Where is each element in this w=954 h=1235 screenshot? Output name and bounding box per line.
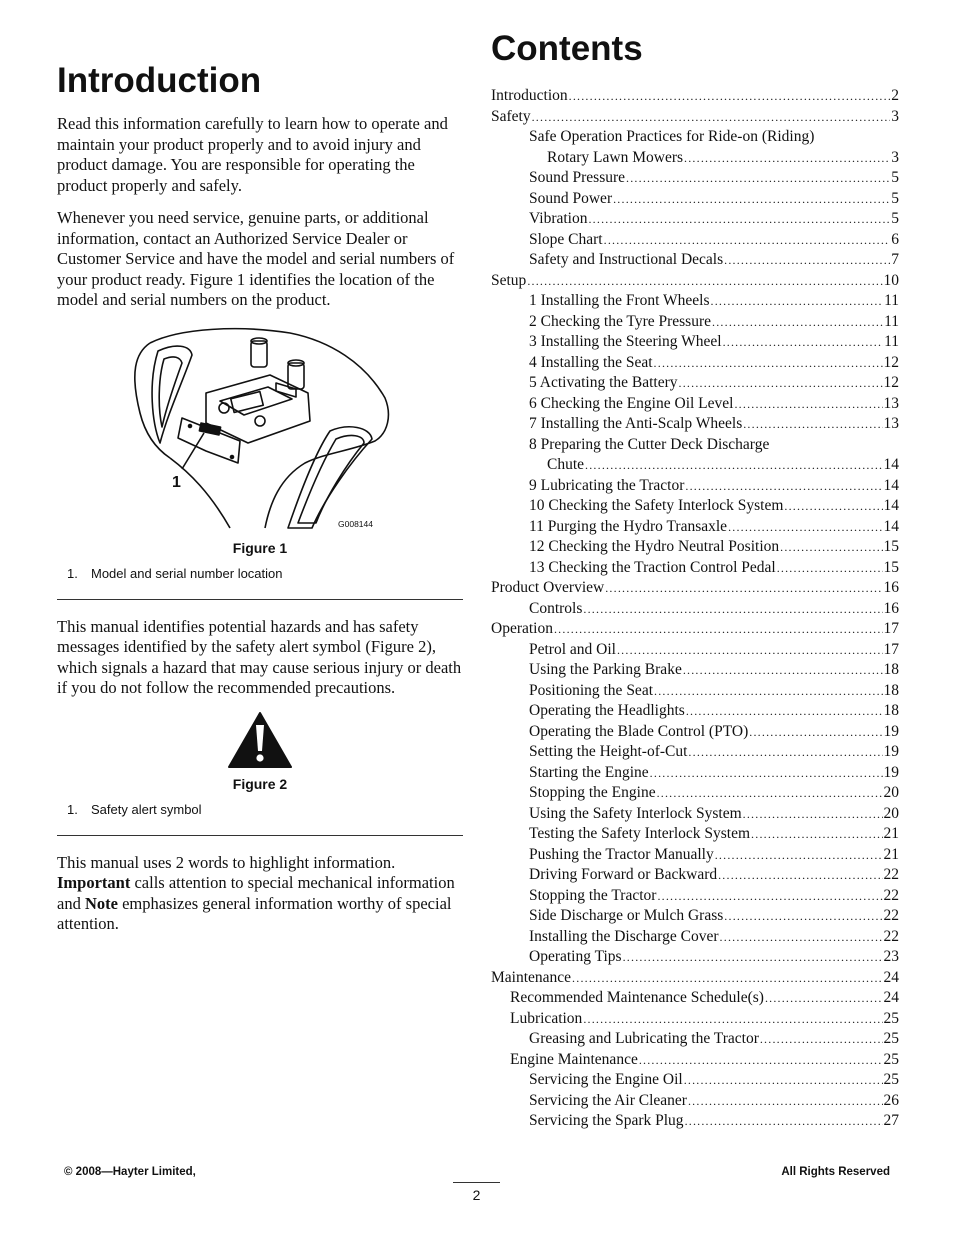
toc-block-3 [491,476,899,1132]
toc-entry-page: 5 [891,210,899,227]
introduction-title: Introduction [57,61,262,100]
toc-entry-title: Operating the Blade Control (PTO) [529,722,749,740]
toc-entry-title: 4 Installing the Seat [529,353,653,371]
figure-2-note-number: 1. [67,801,78,817]
page-number: 2 [453,1182,500,1203]
figure-1-note-number: 1. [67,565,78,581]
figure-2 [57,711,463,792]
toc-entry-title: Servicing the Engine Oil [529,1071,683,1088]
toc-leader [685,476,882,497]
toc-entry-preparing-cutter-deck[interactable] [491,435,899,476]
toc-leader [684,148,890,169]
toc-leader [720,927,883,948]
toc-entry[interactable] [491,332,899,353]
toc-entry-title: Positioning the Seat [529,681,653,699]
toc-entry[interactable] [491,1111,899,1132]
toc-entry-page: 15 [883,538,899,555]
toc-entry-title: Sound Power [529,189,613,207]
para4-text-c: emphasizes general information worthy of special attention. [57,893,452,933]
toc-leader [583,599,882,620]
toc-entry[interactable] [491,599,899,620]
toc-entry-page: 25 [883,1071,899,1088]
toc-leader [688,1091,883,1112]
toc-leader [650,763,883,784]
toc-entry[interactable] [491,414,899,435]
toc-leader [784,496,882,517]
toc-entry[interactable] [491,660,899,681]
toc-entry[interactable] [491,783,899,804]
toc-entry[interactable] [491,947,899,968]
toc-leader [605,578,882,599]
toc-entry[interactable] [491,1091,899,1112]
figure-1-note-text: Model and serial number location [91,565,283,581]
toc-leader [684,1070,883,1091]
toc-leader [723,332,884,353]
toc-leader [639,1050,883,1071]
toc-entry-page: 11 [884,312,899,330]
footer-rights: All Rights Reserved [781,1166,890,1178]
toc-entry-title: Maintenance [491,968,572,986]
toc-entry[interactable] [491,476,899,497]
toc-entry-title: Using the Safety Interlock System [529,804,742,822]
toc-entry-page: 20 [883,784,899,801]
toc-entry-title: Stopping the Engine [529,784,656,801]
toc-entry[interactable] [491,373,899,394]
toc-entry[interactable] [491,968,899,989]
toc-entry-title: 13 Checking the Traction Control Pedal [529,558,776,576]
toc-entry[interactable] [491,906,899,927]
toc-entry-page: 21 [883,845,899,863]
toc-entry[interactable] [491,619,899,640]
toc-entry[interactable] [491,824,899,845]
figure-2-note [67,802,463,817]
toc-entry-page: 14 [883,476,899,494]
toc-leader [532,107,891,128]
toc-entry-page: 18 [883,661,899,678]
toc-entry[interactable] [491,681,899,702]
divider-1 [57,599,463,600]
toc-entry-page: 21 [883,825,899,842]
toc-entry[interactable] [491,845,899,866]
toc-entry-page: 22 [883,886,899,904]
toc-leader [604,230,891,251]
toc-entry-page: 2 [891,87,899,104]
toc-entry-page: 22 [883,927,899,945]
toc-entry[interactable] [491,865,899,886]
toc-entry-page: 16 [883,579,899,596]
figure-1 [57,323,463,556]
toc-entry[interactable] [491,742,899,763]
toc-entry[interactable] [491,168,899,189]
toc-leader [780,537,882,558]
toc-entry-page: 23 [883,948,899,965]
toc-leader [572,968,882,989]
toc-entry[interactable] [491,86,899,107]
toc-entry-title: Recommended Maintenance Schedule(s) [510,989,764,1006]
toc-entry-title: Vibration [529,210,588,227]
toc-entry-page: 18 [883,702,899,719]
para4-text-b: calls attention to special mechanical information and [57,873,455,913]
toc-leader [718,865,882,886]
toc-entry-page: 10 [883,271,899,289]
toc-entry[interactable] [491,271,899,292]
toc-leader [683,660,883,681]
toc-entry-title: 9 Lubricating the Tractor [529,476,685,494]
toc-entry-title: Servicing the Air Cleaner [529,1091,687,1109]
toc-entry-page: 5 [891,169,899,186]
toc-entry-page: 22 [883,907,899,924]
toc-entry-title: 12 Checking the Hydro Neutral Position [529,538,780,555]
toc-entry-page: 17 [883,620,899,637]
toc-leader [724,250,890,271]
toc-leader [657,783,883,804]
toc-entry-page: 19 [883,743,899,760]
toc-leader [712,312,883,333]
toc-entry-page: 6 [891,230,899,248]
toc-entry[interactable] [491,701,899,722]
contents-section [491,28,899,1132]
toc-entry-title: 11 Purging the Hydro Transaxle [529,517,728,535]
toc-entry-page: 14 [883,456,899,473]
toc-entry-title: 10 Checking the Safety Interlock System [529,497,784,514]
toc-leader [588,209,890,230]
toc-entry[interactable] [491,886,899,907]
toc-entry[interactable] [491,394,899,415]
intro-paragraph-1: Read this information carefully to learn how to operate and maintain your product properly and to avoid injury and product damage. You are responsible for operating the product properly and safely. [57,114,448,195]
figure-1-note [67,566,463,581]
intro-paragraph-4 [57,853,463,935]
toc-leader [626,168,890,189]
toc-entry-title: 2 Checking the Tyre Pressure [529,312,712,330]
toc-entry-title: Controls [529,599,583,617]
toc-entry-page: 26 [883,1091,899,1109]
toc-leader [686,701,883,722]
toc-entry-page: 14 [883,517,899,535]
toc-leader [654,353,883,374]
figure-1-code: G008144 [338,518,373,529]
toc-entry-title: 6 Checking the Engine Oil Level [529,394,734,412]
para4-text-a: This manual uses 2 words to highlight information. [57,852,396,872]
toc-leader [585,455,882,476]
toc-entry-title: Setting the Height-of-Cut [529,743,688,760]
toc-entry-title: Petrol and Oil [529,640,616,658]
toc-leader [711,291,884,312]
toc-entry-title-line2 [529,455,899,476]
toc-entry-title: Rotary Lawn Mowers [547,148,684,166]
toc-entry[interactable] [491,107,899,128]
figure-2-caption: Figure 2 [232,775,288,792]
toc-entry-title: Operating Tips [529,948,622,965]
toc-entry-title: Pushing the Tractor Manually [529,845,714,863]
toc-leader [569,86,891,107]
toc-leader [685,1111,883,1132]
toc-entry[interactable] [491,517,899,538]
toc-leader [760,1029,883,1050]
toc-entry-page: 3 [891,148,899,166]
toc-entry-title: Slope Chart [529,230,603,248]
toc-entry-title: Driving Forward or Backward [529,866,718,883]
toc-entry-title: 5 Activating the Battery [529,374,678,391]
figure-1-caption: Figure 1 [232,539,288,556]
toc-entry-title: Operation [491,620,553,637]
toc-entry-page: 13 [883,394,899,412]
toc-entry-page: 11 [884,292,899,309]
toc-leader [777,558,883,579]
toc-entry-title: Engine Maintenance [510,1050,638,1068]
intro-paragraph-2: Whenever you need service, genuine parts, or additional information, contact an Authorized Service Dealer or Customer Service and have the model and serial numbers of your product ready. Figure 1 identifies the location of the model and serial numbers on the product. [57,208,455,309]
toc-entry-page: 16 [883,599,899,617]
toc-entry-title: Safety and Instructional Decals [529,251,724,268]
toc-leader [743,414,882,435]
important-keyword: Important [57,873,131,892]
footer-copyright: © 2008—Hayter Limited, [64,1166,196,1178]
toc-entry-page: 12 [883,353,899,371]
toc-block-2 [491,168,899,435]
divider-2 [57,835,463,836]
toc-entry-page: 14 [883,497,899,514]
toc-entry-title: Product Overview [491,579,605,596]
toc-entry-title: Safety [491,107,531,125]
figure-1-callout: 1 [172,473,181,491]
toc-leader [715,845,883,866]
toc-entry-title: 3 Installing the Steering Wheel [529,333,722,350]
toc-entry[interactable] [491,496,899,517]
safety-alert-icon [227,711,293,769]
toc-leader [554,619,883,640]
figure-2-note-text: Safety alert symbol [91,801,202,817]
toc-entry-title: Using the Parking Brake [529,661,682,678]
toc-entry-page: 18 [883,681,899,699]
toc-leader [679,373,883,394]
toc-entry[interactable] [491,558,899,579]
toc-entry[interactable] [491,353,899,374]
toc-entry-page: 13 [883,415,899,432]
toc-entry-title: 1 Installing the Front Wheels [529,292,710,309]
toc-entry-page: 22 [883,866,899,883]
toc-entry-title-line1: 8 Preparing the Cutter Deck Discharge [529,435,770,453]
toc-entry-title-line1: Safe Operation Practices for Ride-on (Riding) [529,128,815,145]
toc-entry-page: 19 [883,763,899,781]
toc-entry-title: Stopping the Tractor [529,886,657,904]
toc-leader [623,947,883,968]
toc-entry-page: 19 [883,722,899,740]
toc-entry-page: 17 [883,640,899,658]
intro-paragraph-3: This manual identifies potential hazards and has safety messages identified by the safety alert symbol (Figure 2), which signals a hazard that may cause serious injury or death if you do not follow the recommended precautions. [57,616,462,697]
toc-entry[interactable] [491,537,899,558]
toc-entry-page: 27 [883,1112,899,1129]
toc-leader [751,824,882,845]
toc-entry[interactable] [491,189,899,210]
toc-leader [765,988,883,1009]
toc-entry-page: 11 [884,333,899,350]
introduction-section [57,60,463,947]
toc-entry-title: Chute [547,456,585,473]
toc-entry[interactable] [491,722,899,743]
toc-entry-page: 24 [883,989,899,1006]
toc-entry-page: 5 [891,189,899,207]
toc-entry-title: Installing the Discharge Cover [529,927,719,945]
toc-leader [728,517,882,538]
contents-title: Contents [491,29,643,68]
toc-entry-title: Introduction [491,87,568,104]
toc-entry[interactable] [491,1050,899,1071]
toc-entry-title: Starting the Engine [529,763,649,781]
toc-leader [654,681,883,702]
toc-entry[interactable] [491,230,899,251]
toc-entry-title: Testing the Safety Interlock System [529,825,751,842]
toc-entry[interactable] [491,312,899,333]
toc-entry-title: 7 Installing the Anti-Scalp Wheels [529,415,743,432]
toc-entry[interactable] [491,640,899,661]
toc-block-1 [491,86,899,127]
toc-entry-title: Setup [491,271,527,289]
toc-leader [734,394,882,415]
toc-entry[interactable] [491,250,899,271]
toc-leader [583,1009,882,1030]
toc-leader [743,804,883,825]
toc-entry-page: 25 [883,1030,899,1047]
toc-entry-title-line2 [529,148,899,169]
toc-leader [724,906,882,927]
toc-entry[interactable] [491,578,899,599]
toc-entry-title: Side Discharge or Mulch Grass [529,907,724,924]
toc-entry-page: 12 [883,374,899,391]
toc-entry-title: Greasing and Lubricating the Tractor [529,1030,759,1047]
toc-entry[interactable] [491,1070,899,1091]
toc-entry-page: 15 [883,558,899,576]
toc-leader [749,722,882,743]
toc-entry[interactable] [491,1009,899,1030]
toc-leader [527,271,882,292]
toc-entry-title: Operating the Headlights [529,702,685,719]
toc-entry-page: 3 [891,107,899,125]
toc-entry-title: Servicing the Spark Plug [529,1112,684,1129]
toc-entry[interactable] [491,1029,899,1050]
toc-entry-title: Lubrication [510,1009,583,1027]
toc-entry[interactable] [491,763,899,784]
toc-entry-page: 24 [883,968,899,986]
toc-entry-title: Sound Pressure [529,169,626,186]
toc-entry[interactable] [491,209,899,230]
toc-leader [657,886,882,907]
toc-leader [688,742,882,763]
toc-entry-page: 20 [883,804,899,822]
toc-entry-safe-operation[interactable] [491,127,899,168]
note-keyword: Note [84,893,118,913]
toc-entry[interactable] [491,988,899,1009]
toc-entry[interactable] [491,291,899,312]
mower-console-illustration [120,323,400,533]
toc-leader [613,189,890,210]
toc-entry-page: 7 [891,251,899,268]
toc-leader [617,640,883,661]
toc-entry-page: 25 [883,1009,899,1027]
toc-entry[interactable] [491,927,899,948]
toc-entry[interactable] [491,804,899,825]
toc-entry-page: 25 [883,1050,899,1068]
